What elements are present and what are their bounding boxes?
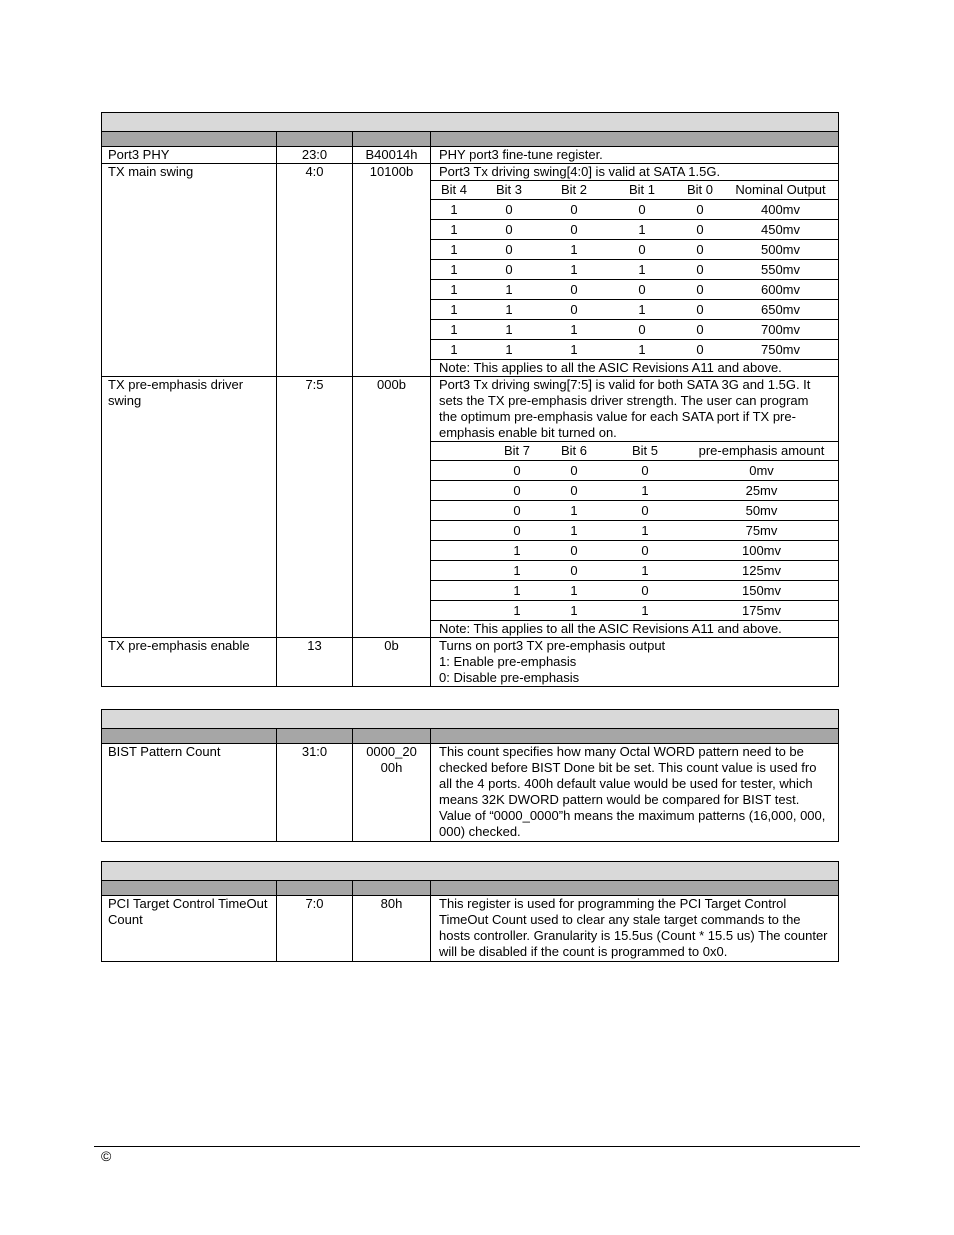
inner-value-cell: 175mv [685, 601, 838, 621]
inner-value-cell: 0 [477, 260, 541, 280]
inner-value-cell: 1 [491, 581, 543, 601]
inner-value-cell: 1 [543, 601, 605, 621]
inner-value-cell: 0 [477, 240, 541, 260]
inner-value-cell: 0 [477, 220, 541, 240]
inner-header-cell: pre-emphasis amount [685, 442, 838, 461]
table-row [102, 744, 839, 842]
inner-value-cell: 1 [477, 320, 541, 340]
inner-value-cell: 0 [491, 481, 543, 501]
table-header-row [102, 729, 839, 744]
field-description: Port3 Tx driving swing[4:0] is valid at SATA 1.5G. Bit 4 Bit 3 Bit 2 Bit 1 Bit 0 Nominal Output 1 0 0 0 0 400mv 1 0 0 1 0 450mv 1 0 1 0 0 500mv 1 0 1 1 0 550mv 1 1 0 0 0 600mv 1 1 0 1 0 650mv 1 1 1 0 0 700mv 1 1 1 1 0 750mv Note: This applies to all the ASIC Revisions A11 and above. [431, 164, 839, 377]
inner-value-row [431, 260, 838, 280]
inner-header-cell: Bit 4 [431, 181, 477, 200]
inner-value-cell: 0 [677, 320, 723, 340]
table-title-bar [102, 113, 839, 132]
field-name: Port3 PHY [102, 147, 277, 164]
swing-value-table [431, 180, 838, 359]
inner-value-cell: 0 [677, 340, 723, 360]
inner-value-cell: 1 [541, 320, 607, 340]
blank-cell [431, 581, 491, 601]
inner-value-cell: 0 [491, 461, 543, 481]
inner-value-cell: 1 [607, 340, 677, 360]
inner-header-cell: Nominal Output [723, 181, 838, 200]
inner-value-cell: 0 [543, 561, 605, 581]
inner-value-cell: 1 [541, 260, 607, 280]
field-name: PCI Target Control TimeOut Count [102, 896, 277, 962]
inner-value-cell: 50mv [685, 501, 838, 521]
inner-value-cell: 700mv [723, 320, 838, 340]
copyright-symbol: © [101, 1148, 112, 1164]
inner-value-row [431, 461, 838, 481]
blank-cell [431, 501, 491, 521]
inner-value-row [431, 200, 838, 220]
inner-value-cell: 25mv [685, 481, 838, 501]
inner-value-cell: 0 [607, 240, 677, 260]
inner-value-cell: 550mv [723, 260, 838, 280]
table-row [102, 638, 839, 687]
inner-value-cell: 0 [677, 280, 723, 300]
inner-value-cell: 1 [491, 561, 543, 581]
blank-cell [431, 461, 491, 481]
inner-value-cell: 0 [541, 220, 607, 240]
inner-value-cell: 1 [477, 300, 541, 320]
pci-timeout-register-table [101, 861, 839, 962]
field-default: B40014h [353, 147, 431, 164]
inner-header-cell: Bit 1 [607, 181, 677, 200]
inner-value-cell: 0 [543, 461, 605, 481]
note-text: Note: This applies to all the ASIC Revisions A11 and above. [431, 620, 838, 637]
inner-value-cell: 100mv [685, 541, 838, 561]
inner-value-row [431, 541, 838, 561]
blank-cell [431, 481, 491, 501]
inner-value-cell: 0 [677, 200, 723, 220]
field-bits: 7:0 [277, 896, 353, 962]
inner-value-cell: 1 [607, 220, 677, 240]
blank-cell [431, 521, 491, 541]
inner-value-cell: 400mv [723, 200, 838, 220]
inner-value-cell: 0 [477, 200, 541, 220]
inner-value-cell: 1 [605, 521, 685, 541]
bist-register-table [101, 709, 839, 842]
inner-value-row [431, 481, 838, 501]
blank-cell [431, 442, 491, 461]
note-text: Note: This applies to all the ASIC Revisions A11 and above. [431, 359, 838, 376]
inner-value-cell: 0 [541, 300, 607, 320]
inner-value-row [431, 300, 838, 320]
field-bits: 4:0 [277, 164, 353, 377]
inner-value-cell: 0 [543, 481, 605, 501]
inner-value-cell: 1 [431, 280, 477, 300]
blank-cell [431, 561, 491, 581]
inner-header-cell: Bit 6 [543, 442, 605, 461]
pre-emphasis-value-table [431, 441, 838, 620]
inner-header-cell: Bit 5 [605, 442, 685, 461]
inner-value-cell: 1 [431, 340, 477, 360]
inner-value-cell: 0 [605, 461, 685, 481]
inner-value-cell: 1 [607, 260, 677, 280]
field-description: This count specifies how many Octal WORD pattern need to be checked before BIST Done bit be set. This count value is used fro all the 4 ports. 400h default value would be used for tester, which means 32K DWORD pattern would be compared for BIST test. Value of “0000_0000”h means the maximum patterns (16,000, 000, 000) checked. [431, 744, 839, 842]
field-default: 80h [353, 896, 431, 962]
field-name: TX pre-emphasis driver swing [102, 377, 277, 638]
inner-value-cell: 1 [491, 541, 543, 561]
inner-value-cell: 0 [605, 501, 685, 521]
inner-header-row [431, 181, 838, 200]
inner-value-cell: 1 [543, 581, 605, 601]
inner-value-row [431, 601, 838, 621]
inner-value-cell: 0 [543, 541, 605, 561]
inner-value-cell: 1 [431, 300, 477, 320]
inner-value-cell: 0 [607, 280, 677, 300]
field-name: TX main swing [102, 164, 277, 377]
inner-value-cell: 0 [677, 300, 723, 320]
inner-value-cell: 150mv [685, 581, 838, 601]
inner-value-cell: 0 [677, 220, 723, 240]
field-bits: 23:0 [277, 147, 353, 164]
inner-value-cell: 1 [607, 300, 677, 320]
inner-value-cell: 0 [607, 320, 677, 340]
blank-cell [431, 601, 491, 621]
inner-value-cell: 750mv [723, 340, 838, 360]
table-title-bar [102, 710, 839, 729]
table-row [102, 164, 839, 377]
inner-value-row [431, 280, 838, 300]
field-default: 10100b [353, 164, 431, 377]
inner-value-cell: 1 [477, 340, 541, 360]
inner-value-cell: 1 [605, 561, 685, 581]
table-title-bar [102, 862, 839, 881]
footer-divider [94, 1146, 860, 1147]
inner-value-cell: 75mv [685, 521, 838, 541]
inner-header-cell: Bit 0 [677, 181, 723, 200]
inner-value-cell: 125mv [685, 561, 838, 581]
inner-value-cell: 1 [491, 601, 543, 621]
field-bits: 13 [277, 638, 353, 687]
field-description: Turns on port3 TX pre-emphasis output 1: Enable pre-emphasis 0: Disable pre-emphasis [431, 638, 839, 687]
table-row [102, 147, 839, 164]
field-bits: 7:5 [277, 377, 353, 638]
inner-value-cell: 1 [431, 240, 477, 260]
inner-value-cell: 1 [431, 220, 477, 240]
phy-register-table [101, 112, 839, 687]
inner-value-cell: 1 [431, 200, 477, 220]
inner-value-cell: 1 [431, 260, 477, 280]
inner-value-row [431, 561, 838, 581]
inner-value-cell: 0 [677, 240, 723, 260]
field-default: 0000_20 00h [353, 744, 431, 842]
blank-cell [431, 541, 491, 561]
inner-value-row [431, 501, 838, 521]
inner-value-cell: 0mv [685, 461, 838, 481]
inner-value-cell: 1 [543, 501, 605, 521]
inner-value-cell: 0 [605, 541, 685, 561]
inner-header-cell: Bit 2 [541, 181, 607, 200]
inner-value-cell: 0 [677, 260, 723, 280]
inner-value-row [431, 340, 838, 360]
field-bits: 31:0 [277, 744, 353, 842]
field-description: PHY port3 fine-tune register. [431, 147, 839, 164]
table-header-row [102, 881, 839, 896]
inner-value-cell: 1 [543, 521, 605, 541]
inner-value-row [431, 220, 838, 240]
inner-value-row [431, 240, 838, 260]
inner-value-row [431, 320, 838, 340]
table-header-row [102, 132, 839, 147]
inner-value-cell: 0 [541, 200, 607, 220]
inner-value-cell: 0 [491, 521, 543, 541]
field-description: This register is used for programming the PCI Target Control TimeOut Count used to clear any stale target commands to the hosts controller. Granularity is 15.5us (Count * 15.5 us) The counter will be disabled if the count is programmed to 0x0. [431, 896, 839, 962]
inner-value-cell: 600mv [723, 280, 838, 300]
table-row [102, 377, 839, 638]
inner-header-row [431, 442, 838, 461]
field-name: BIST Pattern Count [102, 744, 277, 842]
inner-value-cell: 0 [541, 280, 607, 300]
inner-value-cell: 0 [607, 200, 677, 220]
inner-value-cell: 1 [477, 280, 541, 300]
inner-value-cell: 1 [541, 240, 607, 260]
inner-value-cell: 450mv [723, 220, 838, 240]
inner-value-row [431, 521, 838, 541]
field-name: TX pre-emphasis enable [102, 638, 277, 687]
field-default: 000b [353, 377, 431, 638]
inner-value-cell: 1 [605, 481, 685, 501]
inner-value-cell: 1 [541, 340, 607, 360]
inner-value-cell: 650mv [723, 300, 838, 320]
inner-value-cell: 0 [491, 501, 543, 521]
table-row [102, 896, 839, 962]
inner-header-cell: Bit 3 [477, 181, 541, 200]
inner-header-cell: Bit 7 [491, 442, 543, 461]
inner-value-cell: 1 [431, 320, 477, 340]
inner-value-row [431, 581, 838, 601]
inner-value-cell: 500mv [723, 240, 838, 260]
field-default: 0b [353, 638, 431, 687]
field-description: Port3 Tx driving swing[7:5] is valid for both SATA 3G and 1.5G. It sets the TX pre-emphasis driver strength. The user can program the optimum pre-emphasis value for each SATA port if TX pre-emphasis enable bit turned on. Bit 7 Bit 6 Bit 5 pre-emphasis amount 0 0 0 0mv 0 0 1 25mv 0 1 0 50mv 0 1 1 75mv 1 0 0 100mv 1 0 1 125mv 1 1 0 150mv 1 1 1 175mv Note: This applies to all the ASIC Revisions A11 and above. [431, 377, 839, 638]
inner-value-cell: 1 [605, 601, 685, 621]
inner-value-cell: 0 [605, 581, 685, 601]
